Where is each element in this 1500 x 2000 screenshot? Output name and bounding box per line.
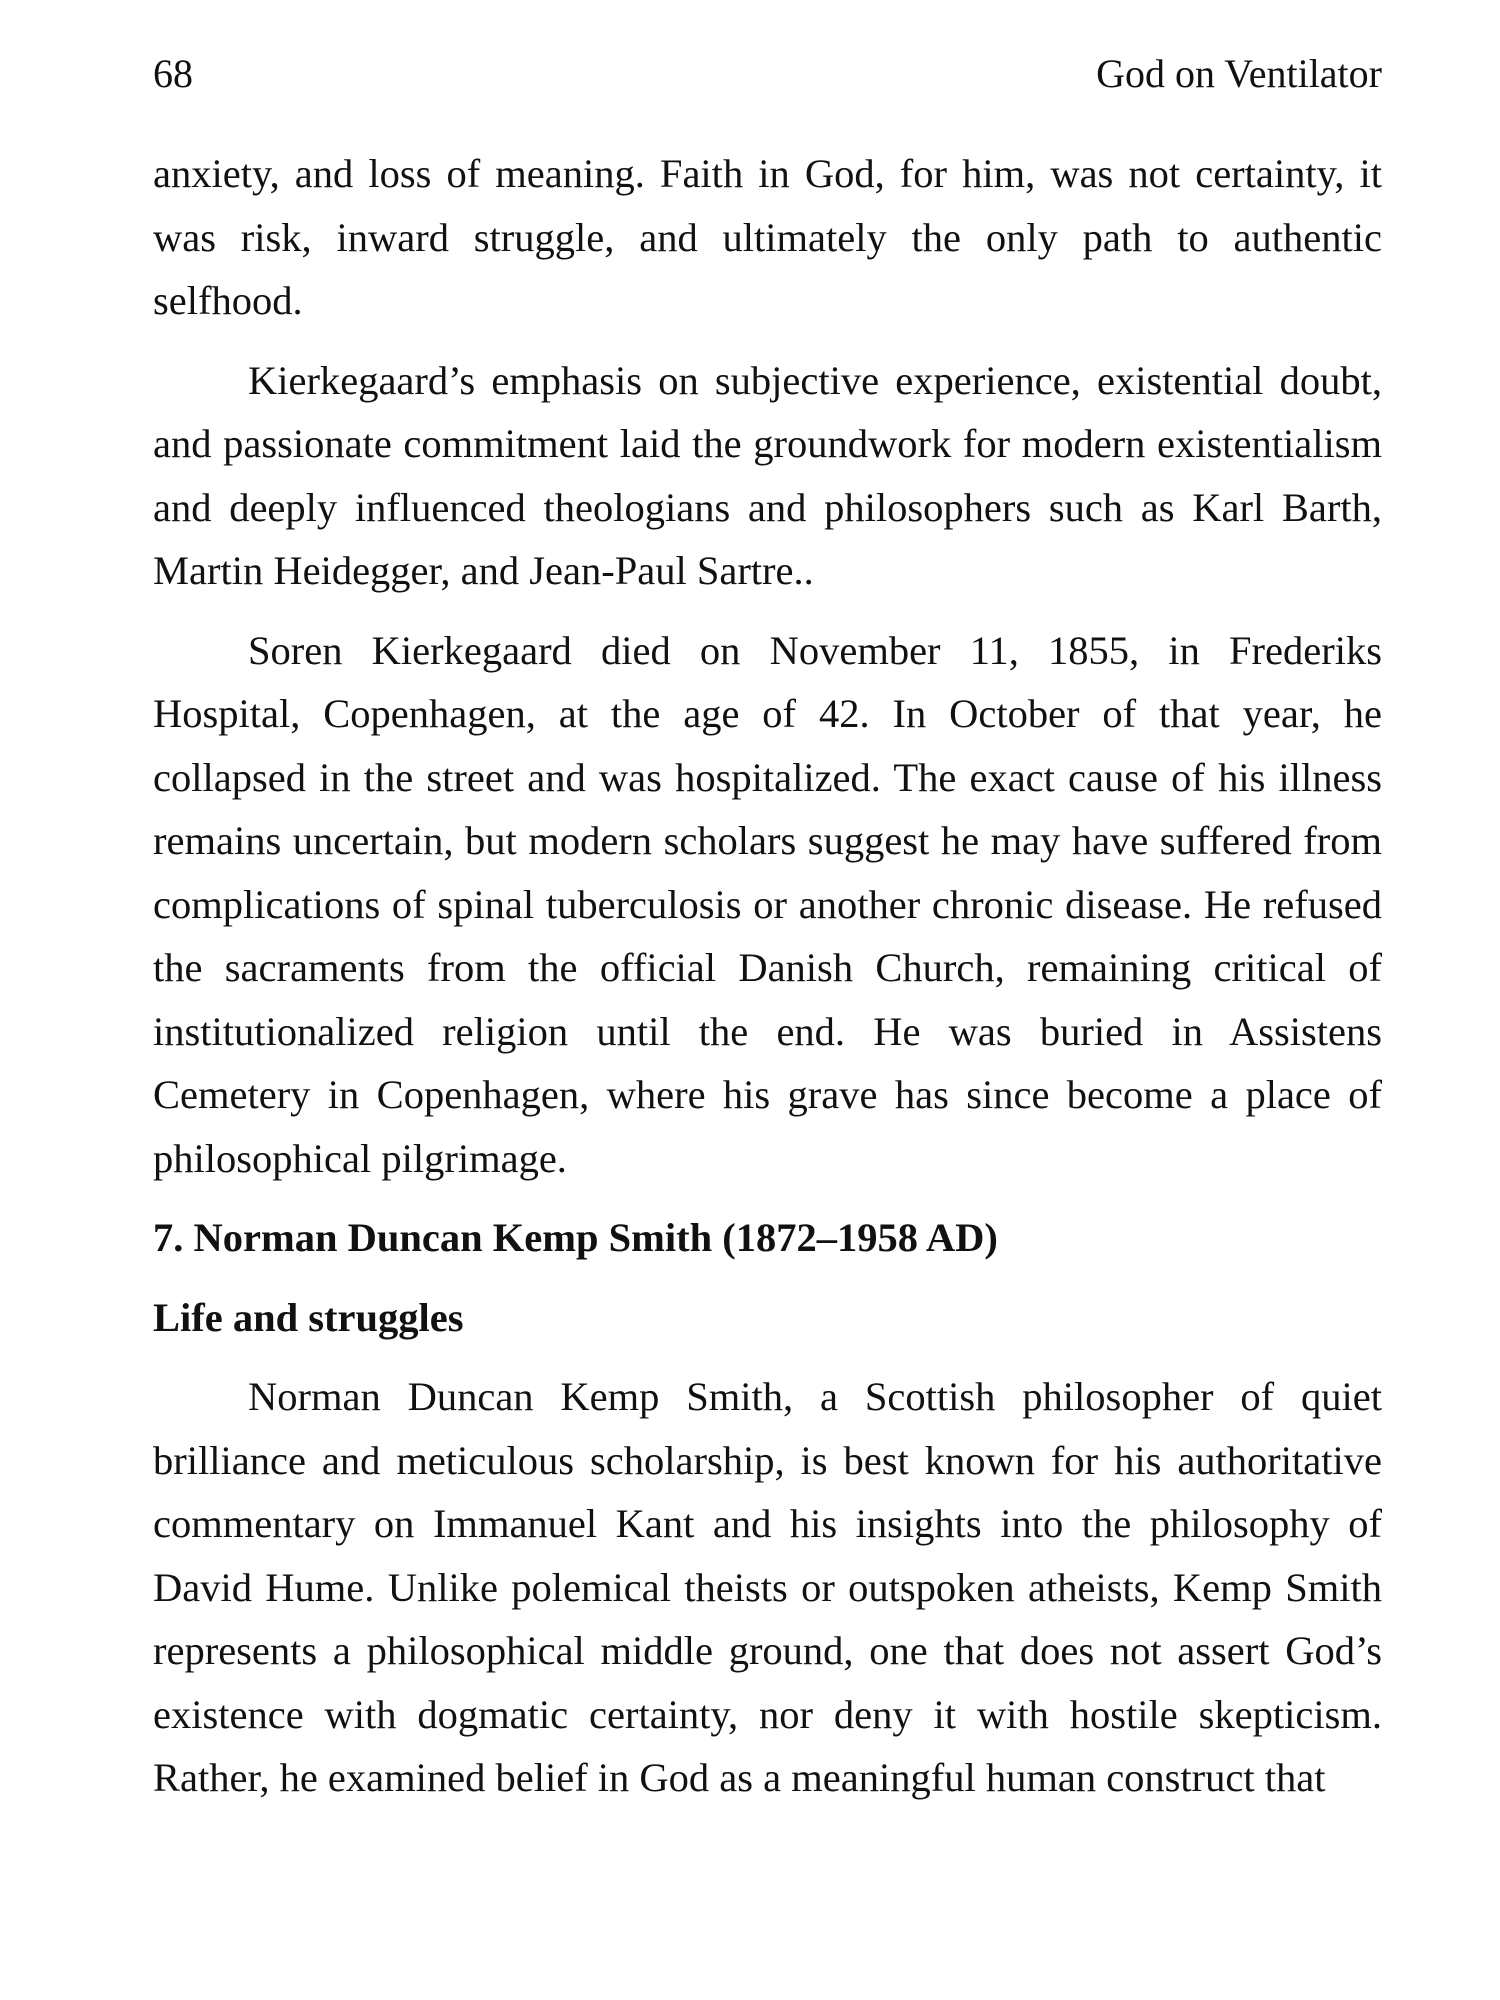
paragraph-continuation: anxiety, and loss of meaning. Faith in God, for him, was not certainty, it was risk, inward struggle, and ultimately the only path to authentic selfhood. bbox=[153, 151, 1382, 323]
subsection-heading: Life and struggles bbox=[153, 1294, 464, 1340]
section-heading: 7. Norman Duncan Kemp Smith (1872–1958 AD) bbox=[153, 1215, 998, 1260]
page-number: 68 bbox=[153, 51, 193, 96]
running-head bbox=[153, 44, 1382, 104]
paragraph-kierkegaard-death: Soren Kierkegaard died on November 11, 1855, in Frederiks Hospital, Copenhagen, at the age of 42. In October of that year, he collapsed in the street and was hospitalized. The exact cause of his illness remains uncertain, but modern scholars suggest he may have suffered from complications of spinal tuberculosis or another chronic disease. He refused the sacraments from the official Danish Church, remaining critical of institutionalized religion until the end. He was buried in Assistens Cemetery in Copenhagen, where his grave has since become a place of philosophical pilgrimage. bbox=[153, 627, 1382, 1181]
paragraph-kierkegaard-influence: Kierkegaard’s emphasis on subjective experience, existential doubt, and passionate commitment laid the groundwork for modern existentialism and deeply influenced theologians and philosophers such as Karl Barth, Martin Heidegger, and Jean-Paul Sartre.. bbox=[153, 357, 1382, 593]
paragraph-kemp-smith-intro: Norman Duncan Kemp Smith, a Scottish philosopher of quiet brilliance and meticulous scholarship, is best known for his authoritative commentary on Immanuel Kant and his insights into the philosophy of David Hume. Unlike polemical theists or outspoken atheists, Kemp Smith represents a philosophical middle ground, one that does not assert God’s existence with dogmatic certainty, nor deny it with hostile skepticism. Rather, he examined belief in God as a meaningful human construct that bbox=[153, 1374, 1382, 1800]
body-text bbox=[153, 142, 1382, 1826]
book-title: God on Ventilator bbox=[1096, 51, 1382, 96]
